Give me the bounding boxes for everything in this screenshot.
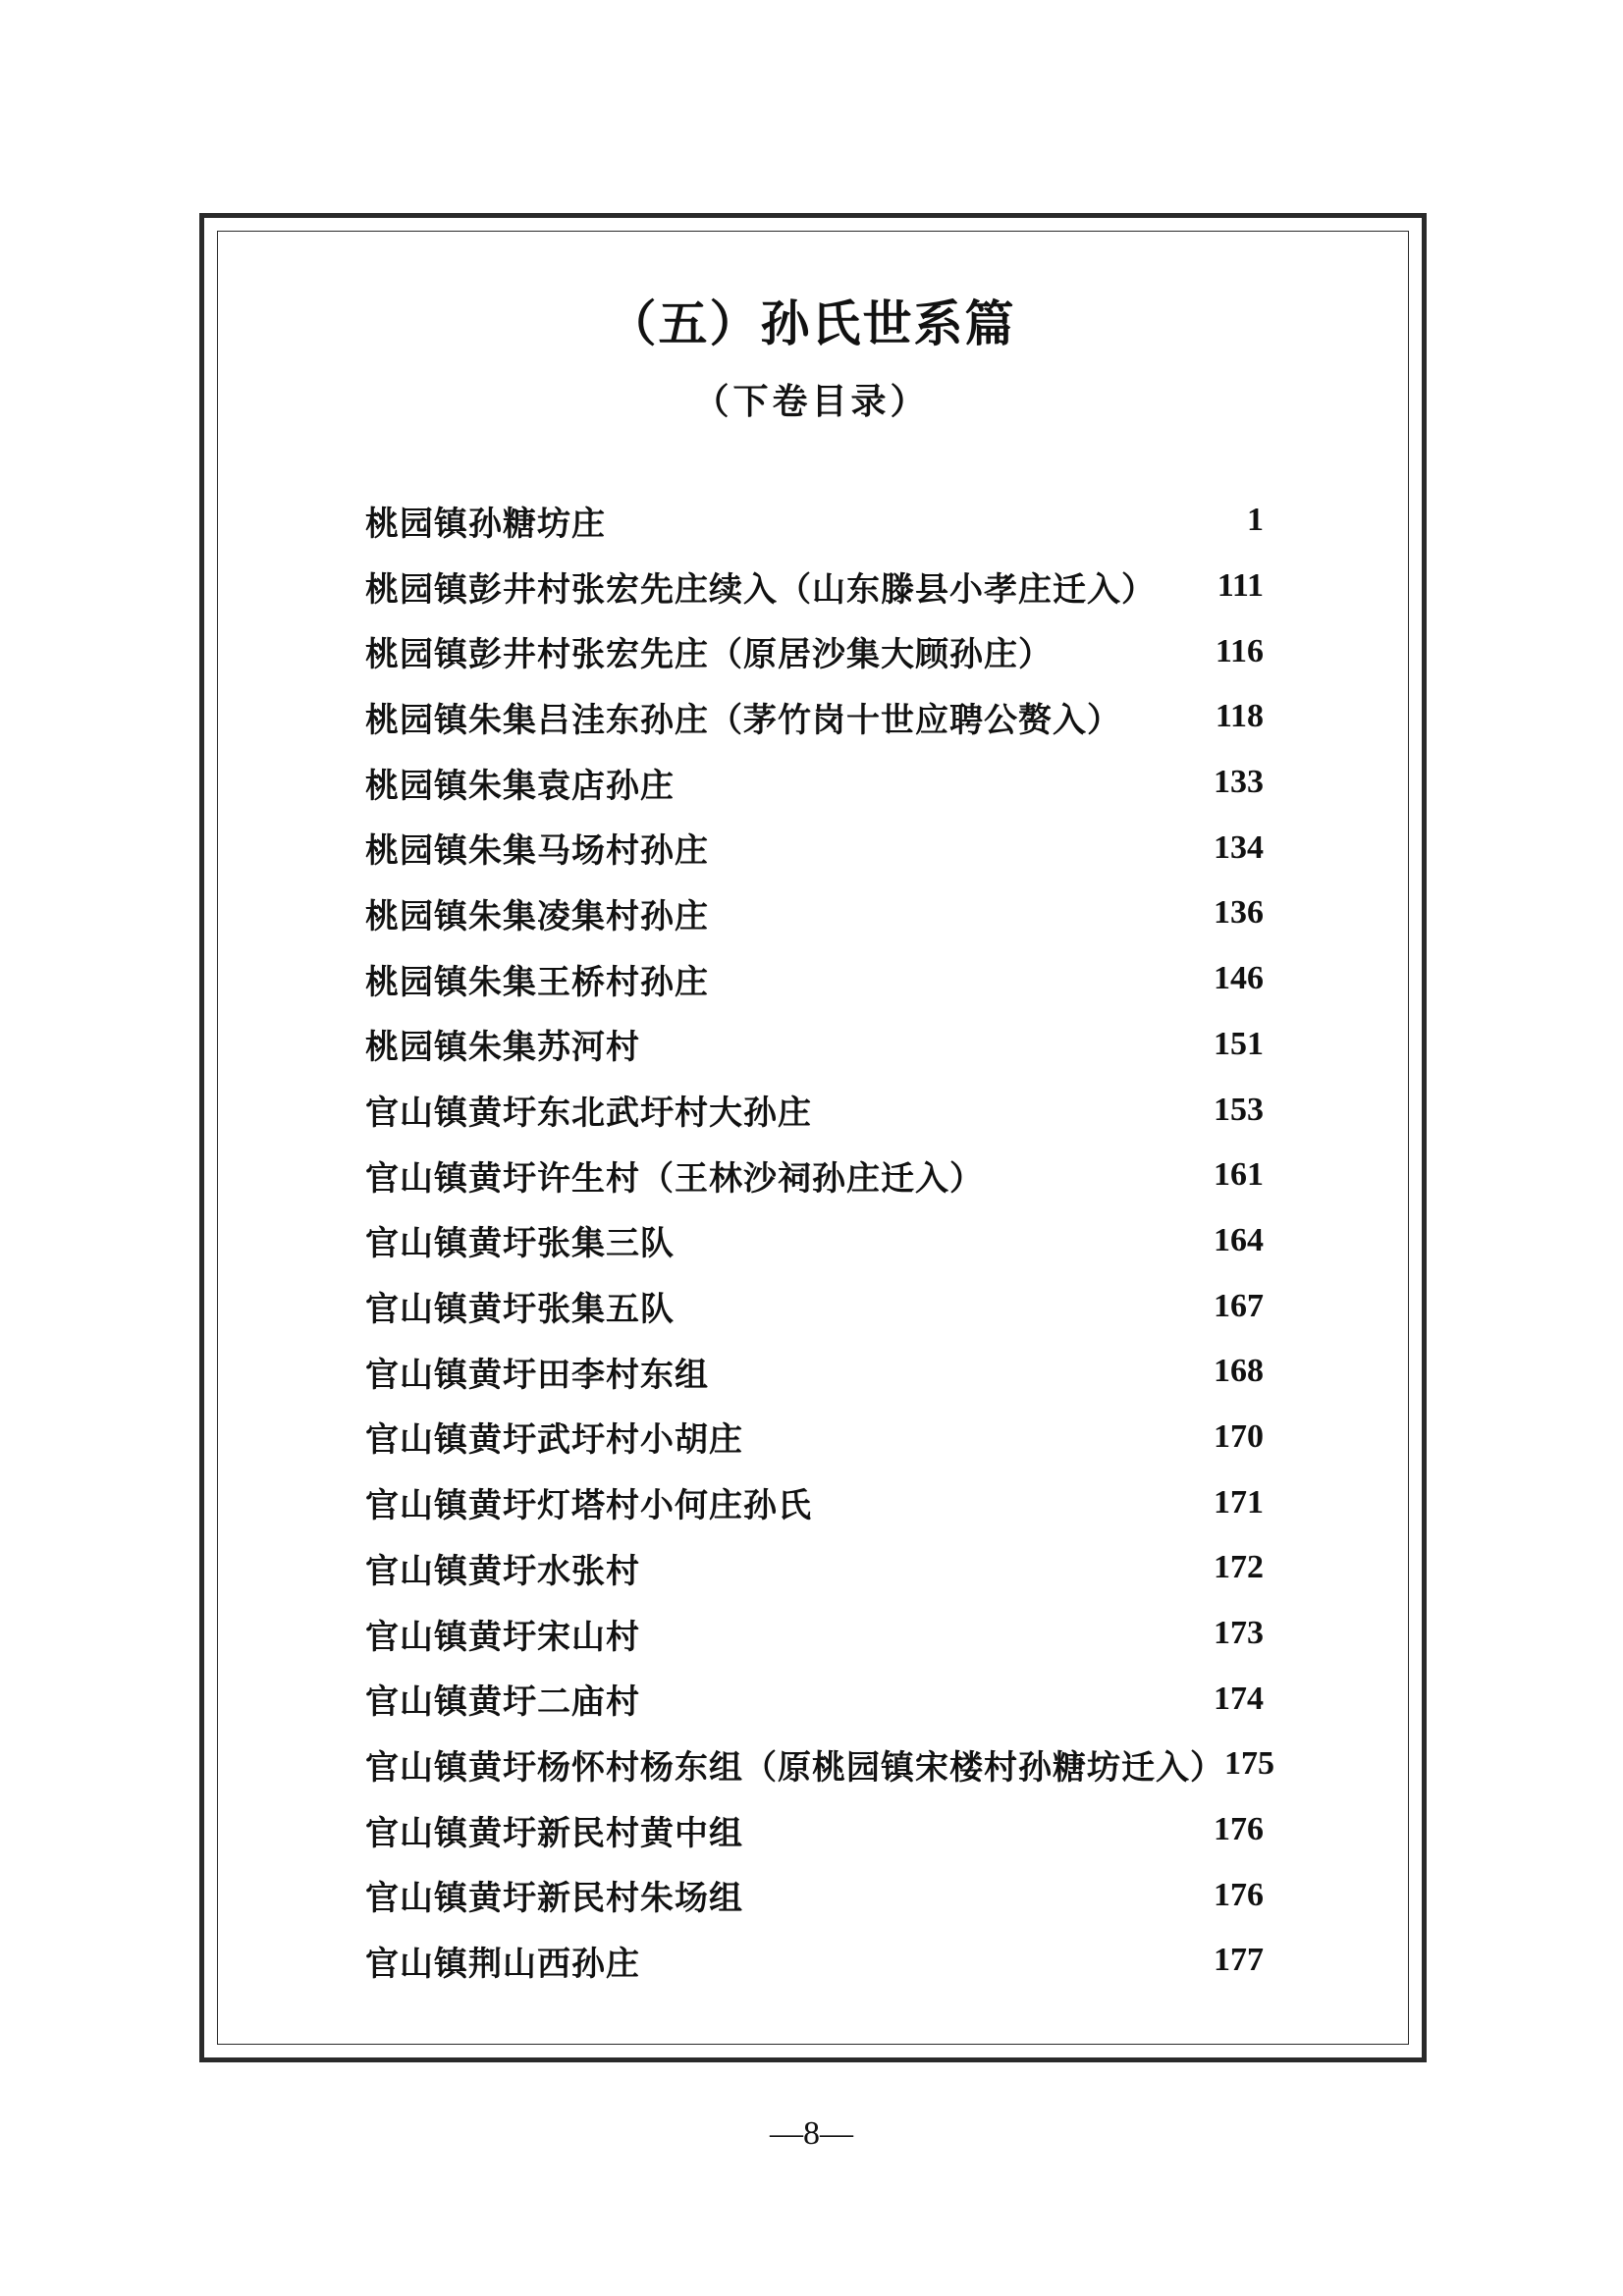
toc-entry-title: 官山镇荆山西孙庄 bbox=[365, 1944, 640, 1984]
toc-entry-page: 174 bbox=[1214, 1680, 1264, 1717]
toc-entry-title: 官山镇黄圩二庙村 bbox=[365, 1682, 640, 1723]
toc-entry-title: 官山镇黄圩杨怀村杨东组（原桃园镇宋楼村孙糖坊迁入） bbox=[365, 1747, 1224, 1788]
page-number: —8— bbox=[770, 2115, 853, 2152]
toc-entry bbox=[365, 1601, 1264, 1667]
toc-entry bbox=[365, 1469, 1264, 1535]
toc-entry-page: 170 bbox=[1214, 1417, 1264, 1455]
table-of-contents bbox=[365, 488, 1274, 1994]
toc-entry-title: 桃园镇朱集马场村孙庄 bbox=[365, 831, 709, 872]
toc-entry bbox=[365, 1862, 1264, 1928]
toc-entry-page: 175 bbox=[1224, 1745, 1274, 1783]
toc-entry bbox=[365, 1339, 1264, 1405]
toc-entry-page: 118 bbox=[1215, 698, 1264, 735]
toc-entry bbox=[365, 1732, 1274, 1797]
toc-entry-page: 134 bbox=[1214, 828, 1264, 866]
toc-entry-page: 173 bbox=[1214, 1615, 1264, 1652]
toc-entry-page: 177 bbox=[1214, 1942, 1264, 1979]
toc-entry-title: 桃园镇彭井村张宏先庄续入（山东滕县小孝庄迁入） bbox=[365, 569, 1156, 610]
toc-entry-page: 153 bbox=[1214, 1091, 1264, 1128]
toc-entry bbox=[365, 1077, 1264, 1143]
toc-entry-title: 官山镇黄圩张集五队 bbox=[365, 1290, 675, 1330]
toc-entry-page: 116 bbox=[1215, 632, 1264, 669]
toc-entry bbox=[365, 1208, 1264, 1274]
toc-entry-title: 官山镇黄圩新民村黄中组 bbox=[365, 1813, 743, 1853]
toc-entry-page: 164 bbox=[1214, 1221, 1264, 1258]
page-title: （五）孙氏世系篇 bbox=[607, 294, 1016, 352]
toc-entry bbox=[365, 1143, 1264, 1208]
toc-entry bbox=[365, 488, 1264, 554]
toc-entry-page: 171 bbox=[1214, 1483, 1264, 1521]
toc-entry-page: 167 bbox=[1214, 1287, 1264, 1324]
toc-entry bbox=[365, 1012, 1264, 1078]
toc-entry-title: 官山镇黄圩东北武圩村大孙庄 bbox=[365, 1094, 812, 1134]
toc-entry-page: 146 bbox=[1214, 960, 1264, 997]
toc-entry-title: 官山镇黄圩新民村朱场组 bbox=[365, 1879, 743, 1919]
toc-entry-page: 172 bbox=[1214, 1549, 1264, 1586]
toc-entry bbox=[365, 1928, 1264, 1994]
toc-entry bbox=[365, 1273, 1264, 1339]
toc-entry bbox=[365, 1405, 1264, 1470]
toc-entry bbox=[365, 881, 1264, 946]
toc-entry-title: 官山镇黄圩水张村 bbox=[365, 1551, 640, 1591]
toc-entry bbox=[365, 1797, 1264, 1863]
toc-entry bbox=[365, 1535, 1264, 1601]
toc-entry-title: 桃园镇彭井村张宏先庄（原居沙集大顾孙庄） bbox=[365, 635, 1053, 675]
toc-entry-title: 桃园镇朱集袁店孙庄 bbox=[365, 766, 675, 806]
toc-entry-page: 136 bbox=[1214, 894, 1264, 932]
toc-entry bbox=[365, 684, 1264, 750]
toc-entry-title: 桃园镇朱集王桥村孙庄 bbox=[365, 962, 709, 1002]
toc-entry bbox=[365, 815, 1264, 881]
toc-entry-page: 133 bbox=[1214, 764, 1264, 801]
toc-entry-page: 176 bbox=[1214, 1811, 1264, 1848]
toc-entry bbox=[365, 618, 1264, 684]
toc-entry bbox=[365, 1666, 1264, 1732]
toc-entry bbox=[365, 946, 1264, 1012]
toc-entry-title: 桃园镇朱集凌集村孙庄 bbox=[365, 896, 709, 936]
toc-entry-title: 官山镇黄圩宋山村 bbox=[365, 1617, 640, 1657]
toc-entry-page: 168 bbox=[1214, 1353, 1264, 1390]
toc-entry-title: 官山镇黄圩武圩村小胡庄 bbox=[365, 1420, 743, 1461]
toc-entry-page: 176 bbox=[1214, 1876, 1264, 1913]
toc-entry-title: 官山镇黄圩许生村（王林沙祠孙庄迁入） bbox=[365, 1158, 984, 1199]
toc-entry-page: 151 bbox=[1214, 1025, 1264, 1062]
toc-entry-title: 桃园镇朱集苏河村 bbox=[365, 1028, 640, 1068]
page-subtitle: （下卷目录） bbox=[693, 381, 930, 422]
toc-entry bbox=[365, 554, 1264, 619]
toc-entry-page: 111 bbox=[1217, 567, 1264, 605]
toc-entry-title: 官山镇黄圩田李村东组 bbox=[365, 1355, 709, 1395]
toc-entry bbox=[365, 750, 1264, 816]
toc-entry-page: 161 bbox=[1214, 1156, 1264, 1194]
toc-entry-title: 桃园镇朱集吕洼东孙庄（茅竹岗十世应聘公赘入） bbox=[365, 700, 1121, 740]
toc-entry-title: 官山镇黄圩张集三队 bbox=[365, 1224, 675, 1264]
toc-entry-title: 桃园镇孙糖坊庄 bbox=[365, 504, 606, 544]
toc-entry-title: 官山镇黄圩灯塔村小何庄孙氏 bbox=[365, 1486, 812, 1526]
toc-entry-page: 1 bbox=[1247, 502, 1264, 539]
